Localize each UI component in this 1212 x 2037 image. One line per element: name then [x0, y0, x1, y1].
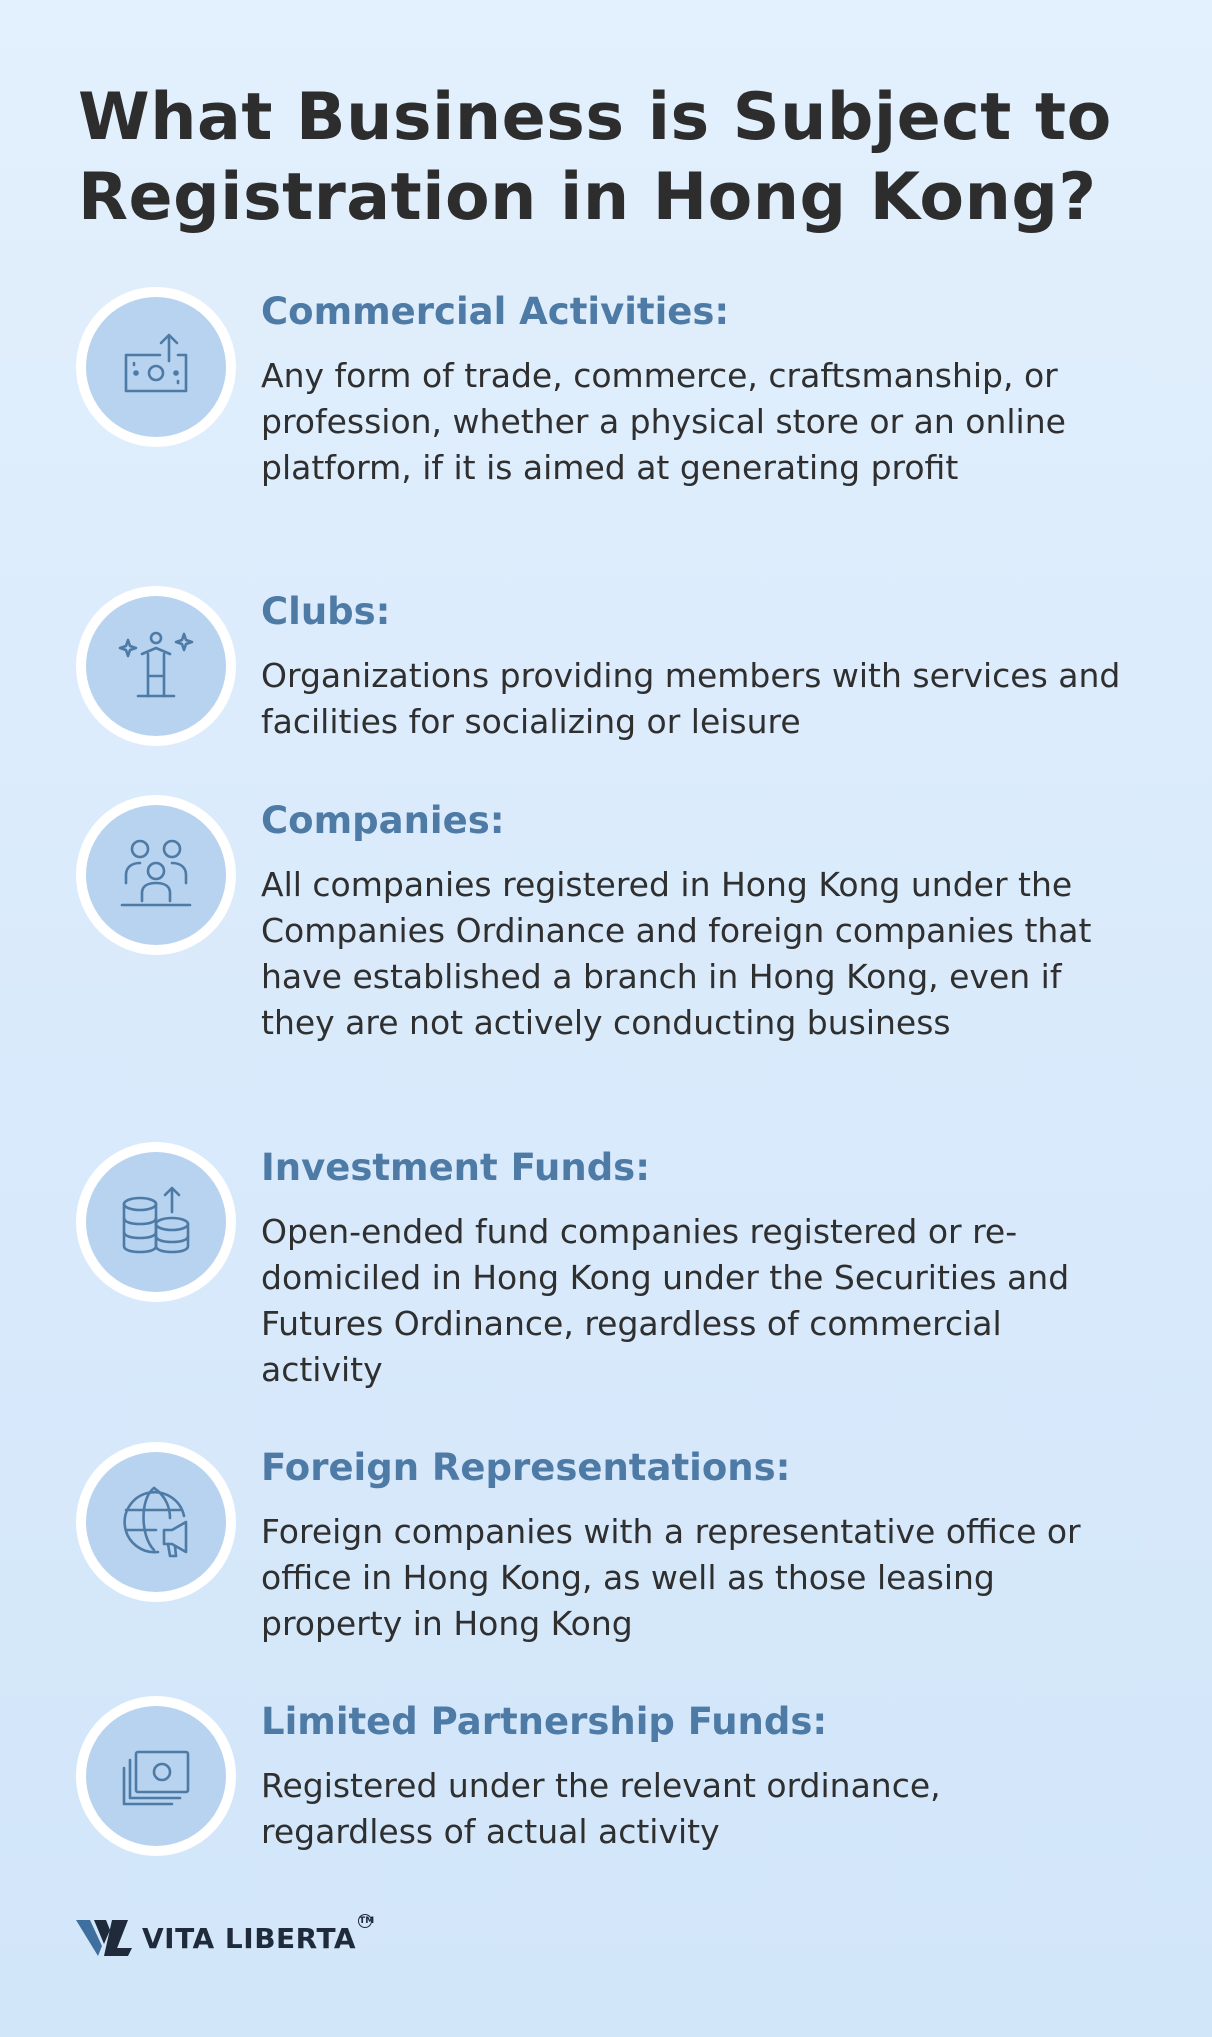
icon-badge [76, 287, 236, 447]
person-podium-icon [114, 624, 198, 708]
icon-badge [76, 1696, 236, 1856]
item-description: Any form of trade, commerce, craftsmanship, or profession, whether a physical store or an online platform, if it is aimed at generating profit [261, 356, 1066, 487]
icon-badge [76, 1142, 236, 1302]
coin-stack-icon [114, 1180, 198, 1264]
item-title: Companies: [261, 799, 505, 842]
icon-badge [76, 586, 236, 746]
money-up-icon [114, 325, 198, 409]
item-title: Commercial Activities: [261, 290, 730, 333]
icon-badge [76, 1442, 236, 1602]
item-description: Open-ended fund companies registered or re-domiciled in Hong Kong under the Securities and Futures Ordinance, regardless of commercial activity [261, 1212, 1070, 1389]
item-description: All companies registered in Hong Kong under the Companies Ordinance and foreign companies that have established a branch in Hong Kong, even if they are not actively conducting business [261, 865, 1092, 1042]
item-description: Organizations providing members with services and facilities for socializing or leisure [261, 656, 1121, 741]
logo-text: VITA LIBERTA [142, 1921, 357, 1955]
page-title: What Business is Subject to Registration in Hong Kong? [78, 80, 1112, 235]
brand-logo [76, 1916, 375, 1960]
item-title: Clubs: [261, 590, 391, 633]
cash-stack-icon [114, 1734, 198, 1818]
people-group-icon [114, 833, 198, 917]
item-title: Foreign Representations: [261, 1446, 791, 1489]
item-title: Limited Partnership Funds: [261, 1700, 828, 1743]
icon-badge [76, 795, 236, 955]
trademark-symbol: TM [359, 1916, 375, 1926]
item-description: Registered under the relevant ordinance, regardless of actual activity [261, 1766, 941, 1851]
vita-liberta-logo-icon [76, 1918, 132, 1958]
item-description: Foreign companies with a representative office or office in Hong Kong, as well as those leasing property in Hong Kong [261, 1512, 1081, 1643]
globe-megaphone-icon [114, 1480, 198, 1564]
item-title: Investment Funds: [261, 1146, 651, 1189]
